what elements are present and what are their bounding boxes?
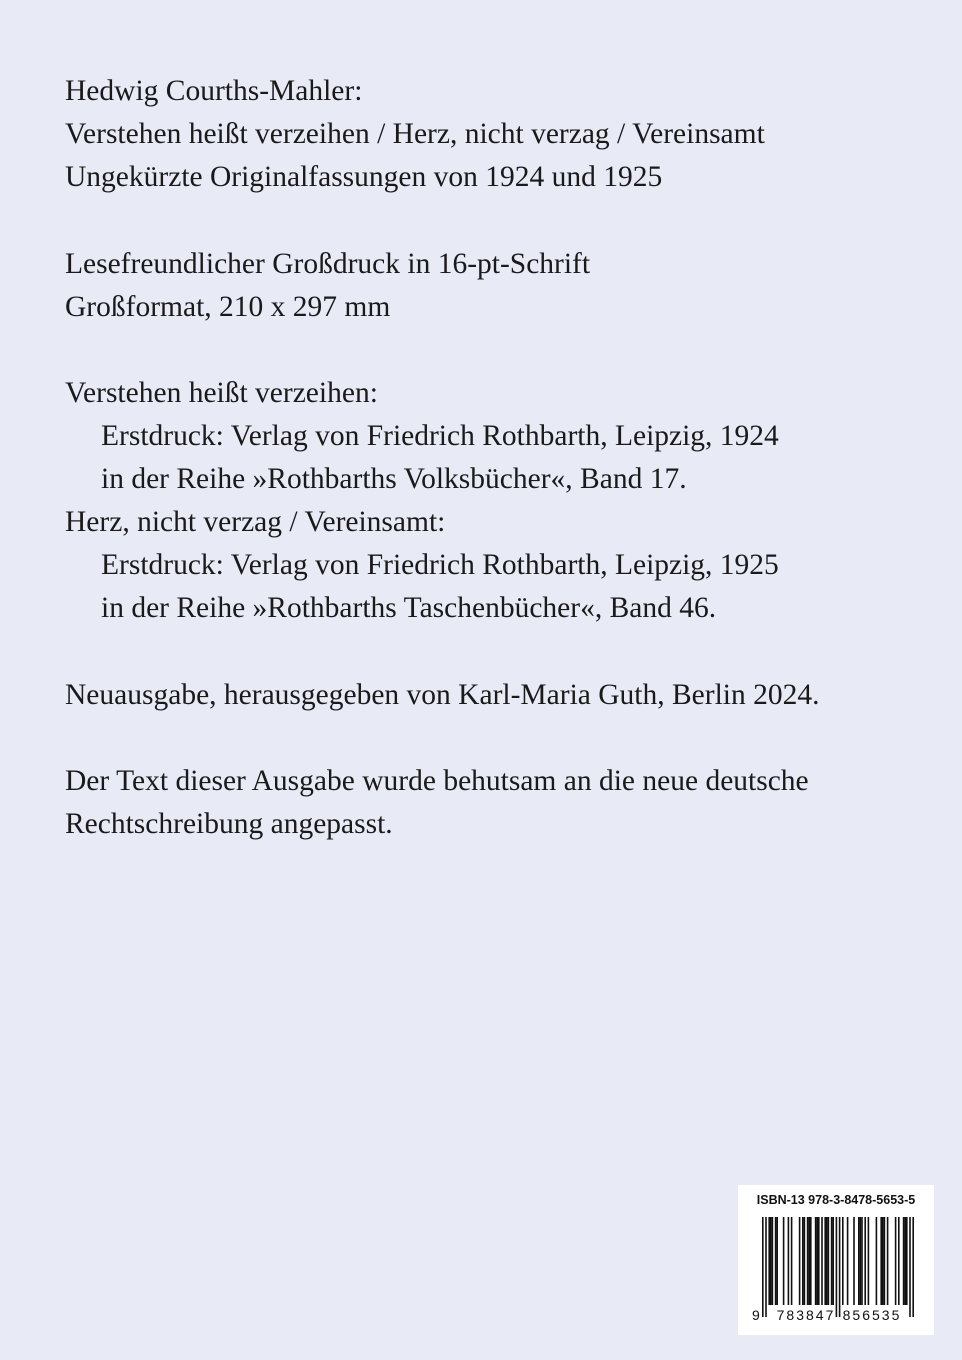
barcode-bar bbox=[775, 1217, 777, 1305]
barcode-bar bbox=[816, 1217, 818, 1305]
barcode-bar bbox=[831, 1217, 833, 1305]
barcode-bar bbox=[821, 1217, 823, 1305]
barcode-bar bbox=[860, 1217, 862, 1305]
barcode-bar bbox=[864, 1217, 866, 1305]
barcode-bar bbox=[776, 1217, 778, 1305]
barcode-bar bbox=[898, 1217, 900, 1305]
barcode-bar bbox=[903, 1217, 905, 1305]
barcode-bar bbox=[791, 1217, 793, 1305]
barcode-bar bbox=[765, 1217, 767, 1317]
barcode-bar bbox=[828, 1217, 830, 1305]
orthography-block bbox=[65, 760, 925, 846]
barcode-bar bbox=[807, 1217, 809, 1305]
edition-note: Ungekürzte Originalfassungen von 1924 und 1925 bbox=[65, 161, 663, 193]
barcode-bar bbox=[858, 1217, 860, 1305]
source-title: Verstehen heißt verzeihen: bbox=[65, 377, 378, 409]
barcode-bar bbox=[815, 1217, 817, 1305]
source-first-print: Erstdruck: Verlag von Friedrich Rothbarth, Leipzig, 1924 bbox=[101, 420, 779, 452]
source-first-print: Erstdruck: Verlag von Friedrich Rothbarth, Leipzig, 1925 bbox=[101, 549, 779, 581]
barcode-bar bbox=[788, 1217, 790, 1305]
author-title-block bbox=[65, 70, 925, 199]
format-block bbox=[65, 243, 925, 329]
large-print-note: Lesefreundlicher Großdruck in 16-pt-Schrift bbox=[65, 248, 591, 280]
barcode-bar bbox=[847, 1217, 849, 1305]
source-title: Herz, nicht verzag / Vereinsamt: bbox=[65, 506, 446, 538]
new-edition-note: Neuausgabe, herausgegeben von Karl-Maria Guth, Berlin 2024. bbox=[65, 679, 820, 711]
barcode-right-digits: 856535 bbox=[842, 1307, 902, 1323]
barcode-bar bbox=[826, 1217, 828, 1305]
barcode-bar bbox=[836, 1217, 838, 1317]
barcode-bar bbox=[824, 1217, 826, 1305]
barcode-bar bbox=[783, 1217, 785, 1305]
orthography-line: Rechtschreibung angepasst. bbox=[65, 808, 393, 840]
barcode-bar bbox=[853, 1217, 855, 1305]
barcode-bar bbox=[884, 1217, 886, 1305]
format-size: Großformat, 210 x 297 mm bbox=[65, 291, 391, 323]
barcode-bar bbox=[887, 1217, 889, 1305]
barcode-bar bbox=[906, 1217, 908, 1305]
barcode-bar bbox=[770, 1217, 772, 1305]
barcode-bar bbox=[842, 1217, 844, 1305]
barcode-bar bbox=[882, 1217, 884, 1305]
sources-block bbox=[65, 372, 925, 630]
barcode-bar bbox=[799, 1217, 801, 1305]
barcode-bar bbox=[904, 1217, 906, 1305]
barcode-first-digit: 9 bbox=[752, 1307, 760, 1323]
barcode-bar bbox=[810, 1217, 812, 1305]
author-name: Hedwig Courths-Mahler: bbox=[65, 75, 363, 107]
barcode-bar bbox=[912, 1217, 914, 1317]
barcode-bar bbox=[868, 1217, 870, 1305]
barcode-bar bbox=[832, 1217, 834, 1305]
barcode-bars bbox=[762, 1217, 914, 1317]
barcode-bar bbox=[861, 1217, 863, 1305]
barcode-bar bbox=[804, 1217, 806, 1305]
barcode-bar bbox=[895, 1217, 897, 1305]
barcode-bar bbox=[768, 1217, 770, 1305]
barcode-bar bbox=[880, 1217, 882, 1305]
barcode-graphic bbox=[748, 1217, 924, 1327]
isbn-barcode-box bbox=[738, 1185, 934, 1335]
barcode-bar bbox=[762, 1217, 764, 1317]
source-series: in der Reihe »Rothbarths Volksbücher«, Band 17. bbox=[101, 463, 687, 495]
barcode-bar bbox=[808, 1217, 810, 1305]
barcode-bar bbox=[818, 1217, 820, 1305]
book-titles: Verstehen heißt verzeihen / Herz, nicht verzag / Vereinsamt bbox=[65, 118, 765, 150]
orthography-line: Der Text dieser Ausgabe wurde behutsam an die neue deutsche bbox=[65, 765, 809, 797]
barcode-bar bbox=[909, 1217, 911, 1317]
barcode-bar bbox=[876, 1217, 878, 1305]
isbn-label: ISBN-13 978-3-8478-5653-5 bbox=[756, 1193, 916, 1207]
source-series: in der Reihe »Rothbarths Taschenbücher«, Band 46. bbox=[101, 592, 717, 624]
new-edition-block bbox=[65, 674, 925, 717]
barcode-left-digits: 783847 bbox=[776, 1307, 836, 1323]
barcode-bar bbox=[839, 1217, 841, 1317]
barcode-bar bbox=[802, 1217, 804, 1305]
barcode-bar bbox=[772, 1217, 774, 1305]
